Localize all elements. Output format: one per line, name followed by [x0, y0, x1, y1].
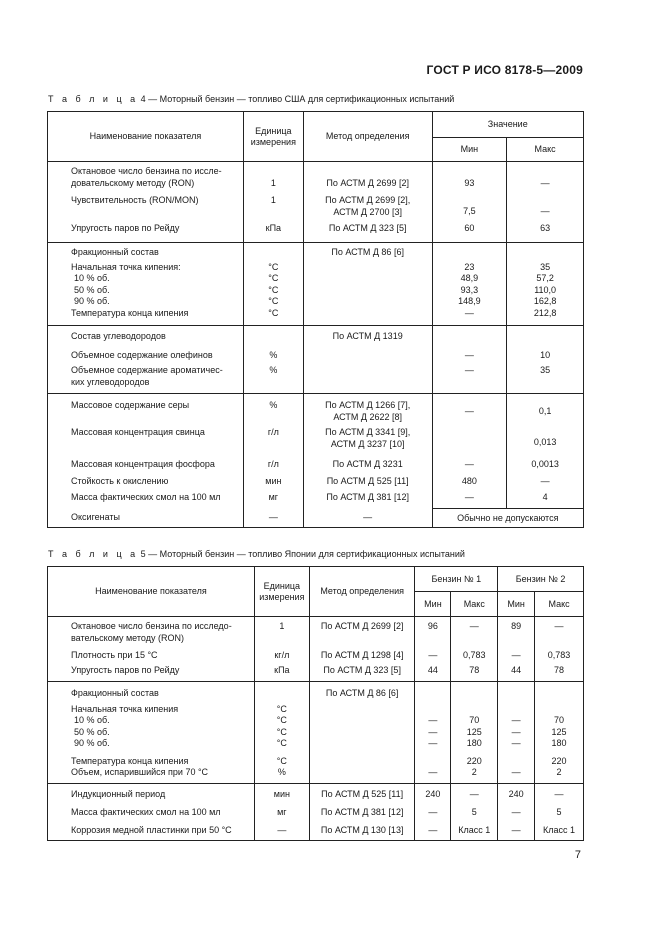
table-row: Начальная точка кипения: 10 % об. 50 % об. 90 % об. Температура конца кипения °С °С °С °С °С 23 48,9 93,3 148,9 — 35 57,2 110,0 162,8 212,8: [48, 257, 584, 326]
table-row: Плотность при 15 °С кг/л По АСТМ Д 1298 [4] — 0,783 — 0,783: [48, 644, 584, 660]
table-row: Температура конца кипения Объем, испарившийся при 70 °С °С % — 220 2 — 220 2: [48, 750, 584, 784]
table-row: Чувствительность (RON/MON) 1 По АСТМ Д 2699 [2], АСТМ Д 2700 [3] 7,5 —: [48, 189, 584, 218]
table-row: Упругость паров по Рейду кПа По АСТМ Д 323 [5] 44 78 44 78: [48, 660, 584, 681]
table-row: Стойкость к окислению мин По АСТМ Д 525 [11] 480 —: [48, 469, 584, 486]
table-row: Состав углеводородов По АСТМ Д 1319: [48, 326, 584, 342]
page-number: 7: [574, 849, 581, 861]
col-header-value: Значение: [432, 112, 583, 138]
table-row: Масса фактических смол на 100 мл мг По АСТМ Д 381 [12] — 5 — 5: [48, 799, 584, 817]
table-row: Упругость паров по Рейду кПа По АСТМ Д 323 [5] 60 63: [48, 218, 584, 242]
col-header-name: Наименование показателя: [48, 567, 255, 617]
caption-text: — Моторный бензин — топливо США для сертификационных испытаний: [148, 94, 455, 104]
table-row: Массовое содержание серы % По АСТМ Д 1266 [7], АСТМ Д 2622 [8] — 0,1: [48, 394, 584, 424]
caption-text: — Моторный бензин — топливо Японии для сертификационных испытаний: [148, 549, 465, 559]
caption-number: 5: [140, 549, 146, 559]
table-4: [47, 111, 584, 528]
table-row: Коррозия медной пластинки при 50 °С — По АСТМ Д 130 [13] — Класс 1 — Класс 1: [48, 817, 584, 841]
table-row: Фракционный состав По АСТМ Д 86 [6]: [48, 681, 584, 698]
table-row: Октановое число бензина по иссле- довательскому методу (RON) 1 По АСТМ Д 2699 [2] 93 —: [48, 162, 584, 190]
col-header-fuel1: Бензин № 1: [415, 567, 498, 592]
col-header-max: Макс: [535, 592, 584, 617]
table-row: Фракционный состав По АСТМ Д 86 [6]: [48, 242, 584, 257]
table-row: Масса фактических смол на 100 мл мг По АСТМ Д 381 [12] — 4: [48, 486, 584, 508]
table-row: Объемное содержание олефинов % — 10: [48, 341, 584, 360]
col-header-method: Метод определения: [309, 567, 415, 617]
table-row: Оксигенаты — — Обычно не допускаются: [48, 508, 584, 527]
table-5: [47, 566, 584, 841]
table-row: Массовая концентрация свинца г/л По АСТМ Д 3341 [9], АСТМ Д 3237 [10] 0,013: [48, 423, 584, 450]
table5-caption: [48, 549, 465, 559]
table4-caption: [48, 94, 454, 104]
col-header-unit: Единица измерения: [254, 567, 309, 617]
table-row: Октановое число бензина по исследо- вательскому методу (RON) 1 По АСТМ Д 2699 [2] 96 — 89 —: [48, 617, 584, 645]
col-header-min: Мин: [498, 592, 535, 617]
table-row: Объемное содержание ароматичес- ких углеводородов % — 35: [48, 360, 584, 394]
col-header-min: Мин: [415, 592, 451, 617]
col-header-name: Наименование показателя: [48, 112, 244, 162]
document-id: ГОСТ Р ИСО 8178-5—2009: [426, 63, 583, 77]
col-header-method: Метод определения: [303, 112, 432, 162]
col-header-max: Макс: [507, 138, 584, 162]
caption-label: Т а б л и ц а: [48, 549, 139, 559]
col-header-unit: Единица измерения: [243, 112, 303, 162]
table-row: Начальная точка кипения 10 % об. 50 % об. 90 % об. °С °С °С °С — — — 70 125 180 — — — 70 125 180: [48, 698, 584, 750]
table-row: Массовая концентрация фосфора г/л По АСТМ Д 3231 — 0,0013: [48, 450, 584, 469]
table-row: Индукционный период мин По АСТМ Д 525 [11] 240 — 240 —: [48, 783, 584, 799]
col-header-min: Мин: [432, 138, 507, 162]
col-header-max: Макс: [451, 592, 498, 617]
caption-label: Т а б л и ц а: [48, 94, 139, 104]
col-header-fuel2: Бензин № 2: [498, 567, 584, 592]
caption-number: 4: [140, 94, 146, 104]
